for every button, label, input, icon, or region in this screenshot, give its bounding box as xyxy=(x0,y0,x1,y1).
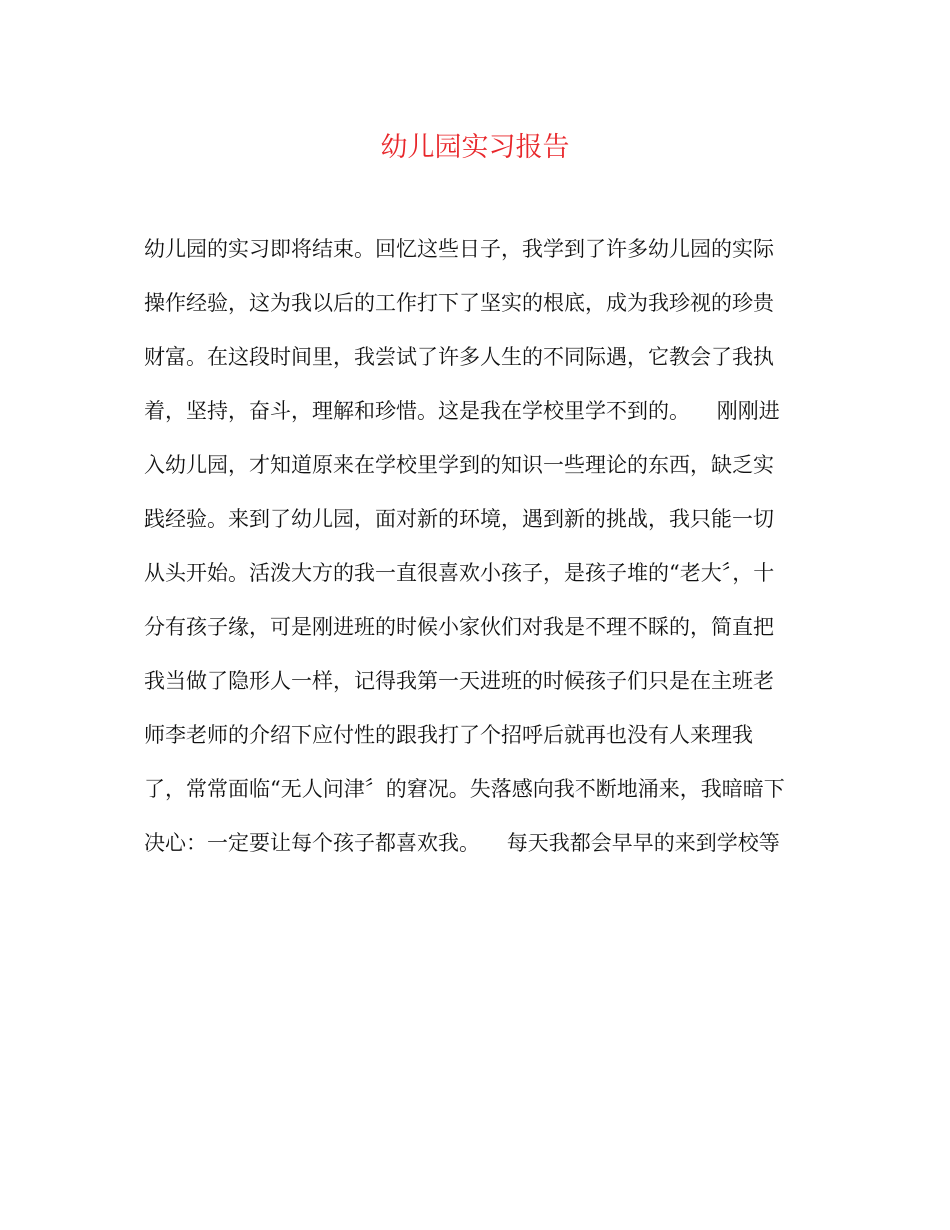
body-line: 着，坚持，奋斗，理解和珍惜。这是我在学校里学不到的。 刚刚进 xyxy=(144,399,780,423)
body-line: 了，常常面临“无人问津〞的窘况。失落感向我不断地涌来，我暗暗下 xyxy=(144,777,785,801)
body-line: 幼儿园的实习即将结束。回忆这些日子，我学到了许多幼儿园的实际 xyxy=(144,237,774,261)
document-title: 幼儿园实习报告 xyxy=(380,132,570,163)
document-body xyxy=(144,222,824,870)
body-line: 分有孩子缘，可是刚进班的时候小家伙们对我是不理不睬的，简直把 xyxy=(144,615,774,639)
body-line: 践经验。来到了幼儿园，面对新的环境，遇到新的挑战，我只能一切 xyxy=(144,507,774,531)
body-line: 我当做了隐形人一样，记得我第一天进班的时候孩子们只是在主班老 xyxy=(144,669,774,693)
body-line: 操作经验，这为我以后的工作打下了坚实的根底，成为我珍视的珍贵 xyxy=(144,291,774,315)
body-line: 师李老师的介绍下应付性的跟我打了个招呼后就再也没有人来理我 xyxy=(144,723,753,747)
body-line: 决心：一定要让每个孩子都喜欢我。 每天我都会早早的来到学校等 xyxy=(144,831,780,855)
body-line: 从头开始。活泼大方的我一直很喜欢小孩子，是孩子堆的“老大〞，十 xyxy=(144,561,775,585)
body-line: 入幼儿园，才知道原来在学校里学到的知识一些理论的东西，缺乏实 xyxy=(144,453,774,477)
body-line: 财富。在这段时间里，我尝试了许多人生的不同际遇，它教会了我执 xyxy=(144,345,774,369)
